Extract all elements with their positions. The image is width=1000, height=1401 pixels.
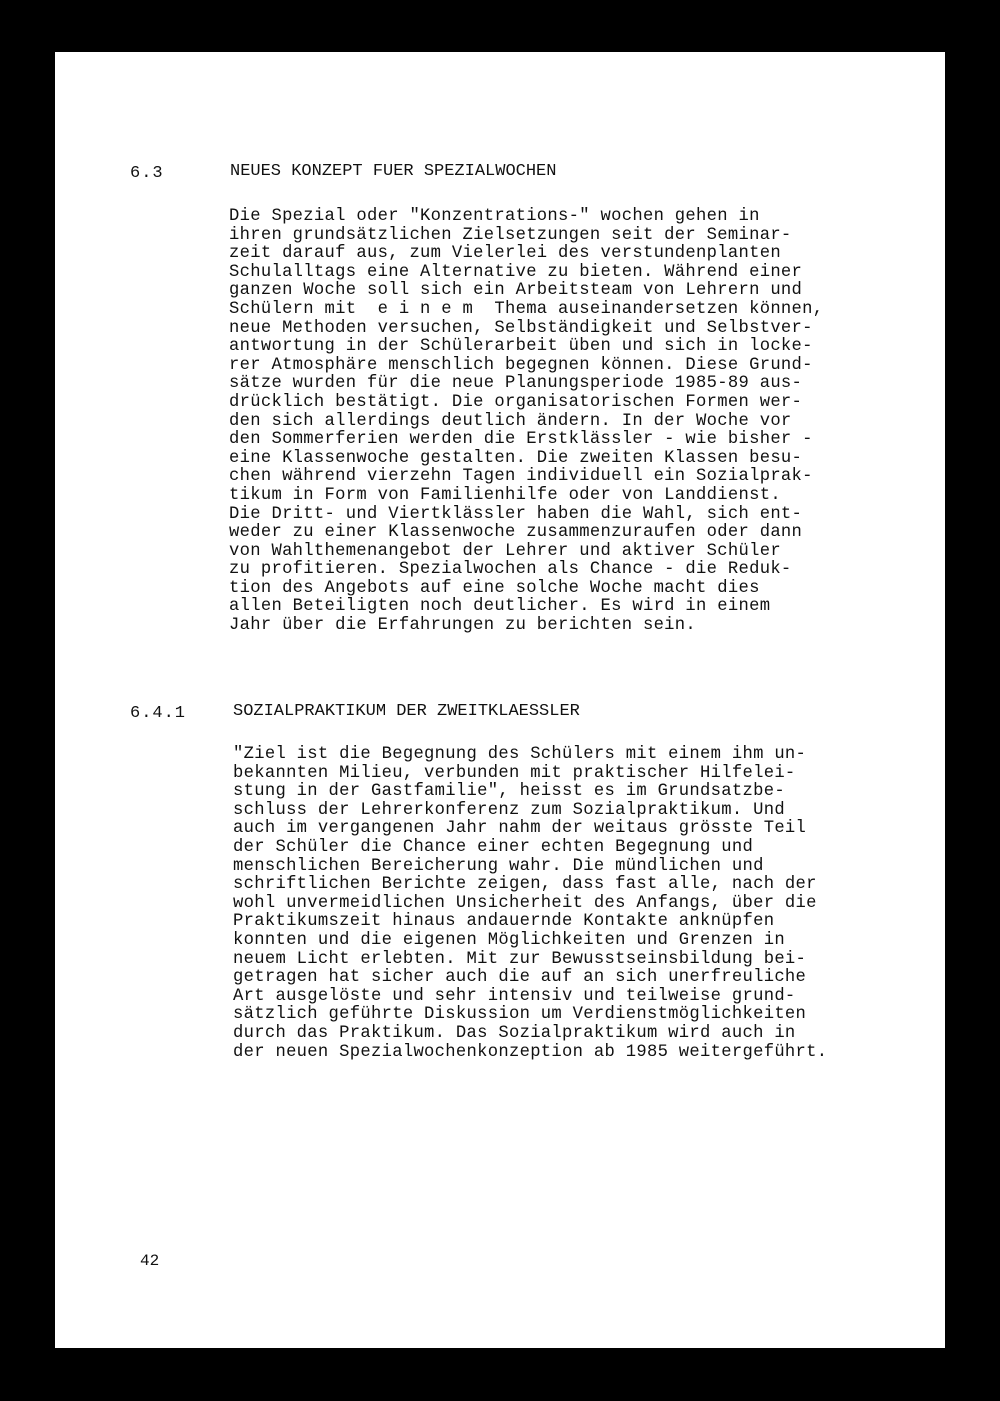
text-line: Die Dritt- und Viertklässler haben die Wahl, sich ent- [229,504,803,524]
text-line: neue Methoden versuchen, Selbständigkeit und Selbstver- [229,318,813,338]
text-line: sätze wurden für die neue Planungsperiode 1985-89 aus- [229,374,803,394]
text-line: "Ziel ist die Begegnung des Schülers mit einem ihm un- [233,745,807,764]
text-line: den sich allerdings deutlich ändern. In der Woche vor [229,411,792,431]
text-line: chen während vierzehn Tagen individuell ein Sozialprak- [229,467,813,487]
text-line: eine Klassenwoche gestalten. Die zweiten Klassen besu- [229,448,803,468]
text-line: drücklich bestätigt. Die organisatorischen Formen wer- [229,392,803,412]
text-line: antwortung in der Schülerarbeit üben und sich in locke- [229,337,813,357]
text-line: der Schüler die Chance einer echten Begegnung und [233,837,754,857]
text-line: Schülern mit e i n e m Thema auseinandersetzen können, [229,299,824,319]
text-line: zu profitieren. Spezialwochen als Chance - die Reduk- [229,560,792,580]
text-line: weder zu einer Klassenwoche zusammenzuraufen oder dann [229,523,803,543]
text-line: den Sommerferien werden die Erstklässler - wie bisher - [229,430,813,450]
text-line: rer Atmosphäre menschlich begegnen können. Diese Grund- [229,355,813,375]
text-line: menschlichen Bereicherung wahr. Die mündlichen und [233,856,764,876]
text-line: getragen hat sicher auch die auf an sich unerfreuliche [233,968,807,988]
text-line: zeit darauf aus, zum Vielerlei des verstundenplanten [229,244,781,264]
section-paragraph [229,208,869,636]
text-line: wohl unvermeidlichen Unsicherheit des Anfangs, über die [233,893,817,913]
text-line: Art ausgelöste und sehr intensiv und teilweise grund- [233,986,796,1006]
text-line: sätzlich geführte Diskussion um Verdienstmöglichkeiten [233,1005,807,1025]
text-line: konnten und die eigenen Möglichkeiten und Grenzen in [233,930,785,950]
section-number: 6.3 [130,164,164,183]
section-title: SOZIALPRAKTIKUM DER ZWEITKLAESSLER [233,702,580,721]
text-line: tikum in Form von Familienhilfe oder von Landdienst. [229,485,781,505]
text-line: Schulalltags eine Alternative zu bieten. Während einer [229,262,803,282]
text-line: allen Beteiligten noch deutlicher. Es wird in einem [229,597,771,617]
section-paragraph [233,746,873,1062]
section-number: 6.4.1 [130,704,187,723]
text-line: auch im vergangenen Jahr nahm der weitaus grösste Teil [233,819,807,839]
text-line: von Wahlthemenangebot der Lehrer und aktiver Schüler [229,541,781,561]
text-line: Die Spezial oder "Konzentrations-" wochen gehen in [229,207,760,226]
text-line: stung in der Gastfamilie", heisst es im Grundsatzbe- [233,782,785,802]
text-line: schriftlichen Berichte zeigen, dass fast alle, nach der [233,875,817,895]
section-title: NEUES KONZEPT FUER SPEZIALWOCHEN [230,162,557,181]
document-page [55,52,945,1348]
text-line: durch das Praktikum. Das Sozialpraktikum wird auch in [233,1023,796,1043]
text-line: Praktikumszeit hinaus andauernde Kontakte anknüpfen [233,912,775,932]
text-line: der neuen Spezialwochenkonzeption ab 1985 weitergeführt. [233,1042,828,1062]
text-line: schluss der Lehrerkonferenz zum Sozialpraktikum. Und [233,800,785,820]
text-line: Jahr über die Erfahrungen zu berichten sein. [229,616,697,636]
page-number: 42 [140,1252,160,1270]
text-line: ihren grundsätzlichen Zielsetzungen seit der Seminar- [229,225,792,245]
text-line: tion des Angebots auf eine solche Woche macht dies [229,578,760,598]
text-line: neuem Licht erlebten. Mit zur Bewusstseinsbildung bei- [233,949,807,969]
text-line: bekannten Milieu, verbunden mit praktischer Hilfelei- [233,763,796,783]
text-line: ganzen Woche soll sich ein Arbeitsteam von Lehrern und [229,281,803,301]
